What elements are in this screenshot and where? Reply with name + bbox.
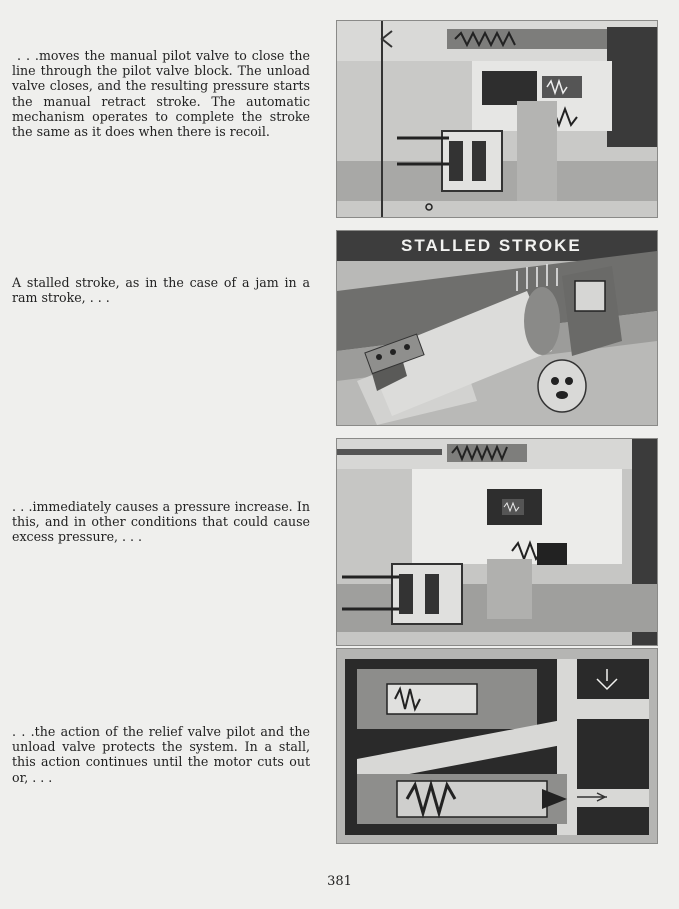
bleed-through-text (125, 3, 645, 18)
figure-relief-valve (336, 648, 658, 844)
page-number: 381 (327, 874, 352, 889)
figure-stalled-stroke (336, 230, 658, 426)
figure-pressure-increase (336, 438, 658, 646)
caption-stalled-stroke: A stalled stroke, as in the case of a jam in a ram stroke, . . . (12, 275, 310, 306)
stalled-stroke-label: STALLED STROKE (401, 236, 582, 255)
caption-pressure-increase: . . .immediately causes a pressure increase. In this, and in other conditions that could cause excess pressure, . . . (12, 499, 310, 545)
caption-manual-retract: . . .moves the manual pilot valve to close the line through the pilot valve block. The unload valve closes, and the resulting pressure starts the manual retract stroke. The automatic mechanism operates to complete the stroke the same as it does when there is recoil. (12, 48, 310, 140)
caption-relief-valve: . . .the action of the relief valve pilot and the unload valve protects the system. In a stall, this action continues until the motor cuts out or, . . . (12, 724, 310, 785)
figure-manual-pilot-valve (336, 20, 658, 218)
